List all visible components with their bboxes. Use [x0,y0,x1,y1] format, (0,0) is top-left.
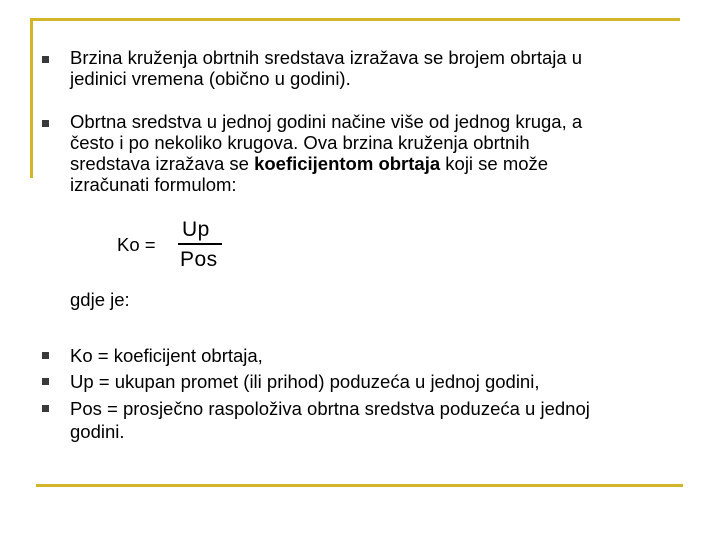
bullet-2-line-3 [70,153,548,174]
formula-numerator: Up [182,218,210,241]
bullet-square-icon [42,352,49,359]
bold-term: koeficijentom obrtaja [254,153,441,174]
bullet-1-line-1: Brzina kruženja obrtnih sredstava izražava se brojem obrtaja u [70,47,583,68]
decorative-top-rule [30,18,680,21]
definition-pos: Pos = prosječno raspoloživa obrtna sredstva poduzeća u jednoj [70,398,590,419]
bullet-2-line-2: često i po nekoliko krugova. Ova brzina kruženja obrtnih [70,132,530,153]
line-3-prefix: sredstava izražava se [70,153,255,174]
definitions-intro: gdje je: [70,289,130,310]
definition-up: Up = ukupan promet (ili prihod) poduzeća u jednoj godini, [70,371,540,392]
definition-ko: Ko = koeficijent obrtaja, [70,345,263,366]
bullet-square-icon [42,378,49,385]
decorative-bottom-rule [36,484,683,487]
bullet-1-line-2: jedinici vremena (obično u godini). [70,68,351,89]
bullet-2-line-1: Obrtna sredstva u jednoj godini načine više od jednog kruga, a [70,111,583,132]
bullet-2-line-4: izračunati formulom: [70,174,237,195]
definition-pos-continued: godini. [70,421,125,442]
formula-lhs: Ko = [117,234,156,255]
bullet-square-icon [42,120,49,127]
formula-denominator: Pos [180,248,218,271]
bullet-square-icon [42,56,49,63]
line-3-suffix: koji se može [440,153,549,174]
decorative-left-rule [30,18,33,178]
bullet-square-icon [42,405,49,412]
fraction-bar [178,243,222,245]
